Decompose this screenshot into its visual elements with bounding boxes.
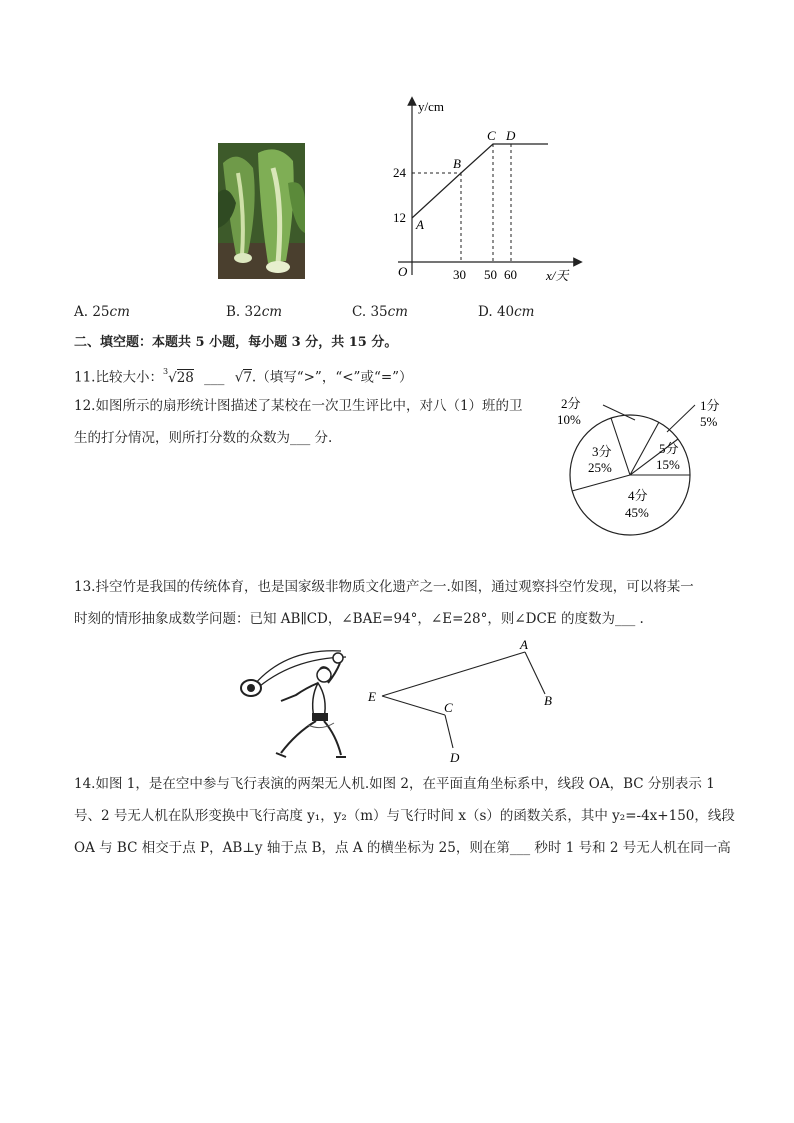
option-c: C. 35cm	[352, 304, 408, 320]
pie-label-3-score: 3分	[592, 444, 612, 459]
x-tick-30: 30	[453, 267, 466, 282]
section-heading: 二、填空题：本题共 5 小题，每小题 3 分，共 15 分。	[74, 335, 398, 350]
pie-label-1-score: 1分	[700, 398, 720, 413]
option-d: D. 40cm	[478, 304, 535, 320]
pie-svg	[555, 390, 745, 550]
pie-label-5-pct: 15%	[656, 457, 680, 472]
question-12-line2: 生的打分情况，则所打分数的众数为___ 分.	[74, 430, 333, 446]
performer-svg	[236, 643, 356, 765]
cube-root-radical: $^3$√28	[162, 367, 194, 386]
geo-point-e: E	[368, 689, 376, 704]
y-axis-label: y/cm	[418, 99, 444, 114]
y-tick-24: 24	[393, 165, 406, 180]
x-tick-60: 60	[504, 267, 517, 282]
graph-svg	[388, 95, 588, 290]
pie-label-4-pct: 45%	[625, 505, 649, 520]
point-d-label: D	[506, 128, 516, 143]
leader-1	[667, 405, 695, 432]
vegetable-image	[218, 143, 305, 279]
point-c-label: C	[487, 128, 496, 143]
pie-label-2-pct: 10%	[557, 412, 581, 427]
point-b-label: B	[453, 156, 461, 171]
geometry-figure	[362, 632, 562, 768]
question-12-line1: 12.如图所示的扇形统计图描述了某校在一次卫生评比中，对八（1）班的卫	[74, 398, 523, 414]
x-tick-50: 50	[484, 267, 497, 282]
geo-point-c: C	[444, 700, 453, 715]
geometry-svg	[362, 632, 562, 768]
geo-point-b: B	[544, 693, 552, 708]
line-graph	[388, 95, 588, 290]
pie-label-5-score: 5分	[659, 441, 679, 456]
question-14-line3: OA 与 BC 相交于点 P，AB⊥y 轴于点 B，点 A 的横坐标为 25，则在第___ 秒时 1 号和 2 号无人机在同一高	[74, 840, 731, 856]
geo-point-a: A	[520, 637, 528, 652]
segment-ab	[525, 652, 545, 694]
pie-label-3-pct: 25%	[588, 460, 612, 475]
answer-blank-11[interactable]: ___	[204, 369, 225, 386]
option-b: B. 32cm	[226, 304, 283, 320]
pie-label-2-score: 2分	[561, 396, 581, 411]
pie-label-4-score: 4分	[628, 488, 648, 503]
origin-label: O	[398, 264, 408, 279]
geo-point-d: D	[450, 750, 460, 765]
segment-ea	[382, 652, 525, 696]
question-13-line2: 时刻的情形抽象成数学问题：已知 AB∥CD，∠BAE=94°，∠E=28°，则∠DCE 的度数为___ .	[74, 611, 644, 627]
segment-ec	[382, 696, 445, 715]
square-root-radical: √7	[234, 369, 252, 386]
diabolo-performer-illustration	[236, 643, 356, 765]
graph-line	[412, 144, 548, 218]
option-a: A. 25cm	[74, 304, 130, 320]
pie-chart	[555, 390, 745, 550]
vegetable-photo	[218, 143, 305, 279]
point-a-label: A	[416, 217, 424, 232]
question-14-line1: 14.如图 1，是在空中参与飞行表演的两架无人机.如图 2，在平面直角坐标系中，线段 OA，BC 分别表示 1	[74, 776, 715, 792]
pie-label-1-pct: 5%	[700, 414, 718, 429]
question-14-line2: 号、2 号无人机在队形变换中飞行高度 y₁，y₂（m）与飞行时间 x（s）的函数关系，其中 y₂=-4x+150，线段	[74, 808, 735, 824]
x-axis-label: x/天	[546, 268, 569, 283]
question-13-line1: 13.抖空竹是我国的传统体育，也是国家级非物质文化遗产之一.如图，通过观察抖空竹发现，可以将某一	[74, 579, 694, 595]
y-tick-12: 12	[393, 210, 406, 225]
question-11: 11.比较大小：$^3$√28 ___ √7.（填写“>”，“<”或“=”）	[74, 367, 413, 386]
segment-cd	[445, 715, 453, 748]
